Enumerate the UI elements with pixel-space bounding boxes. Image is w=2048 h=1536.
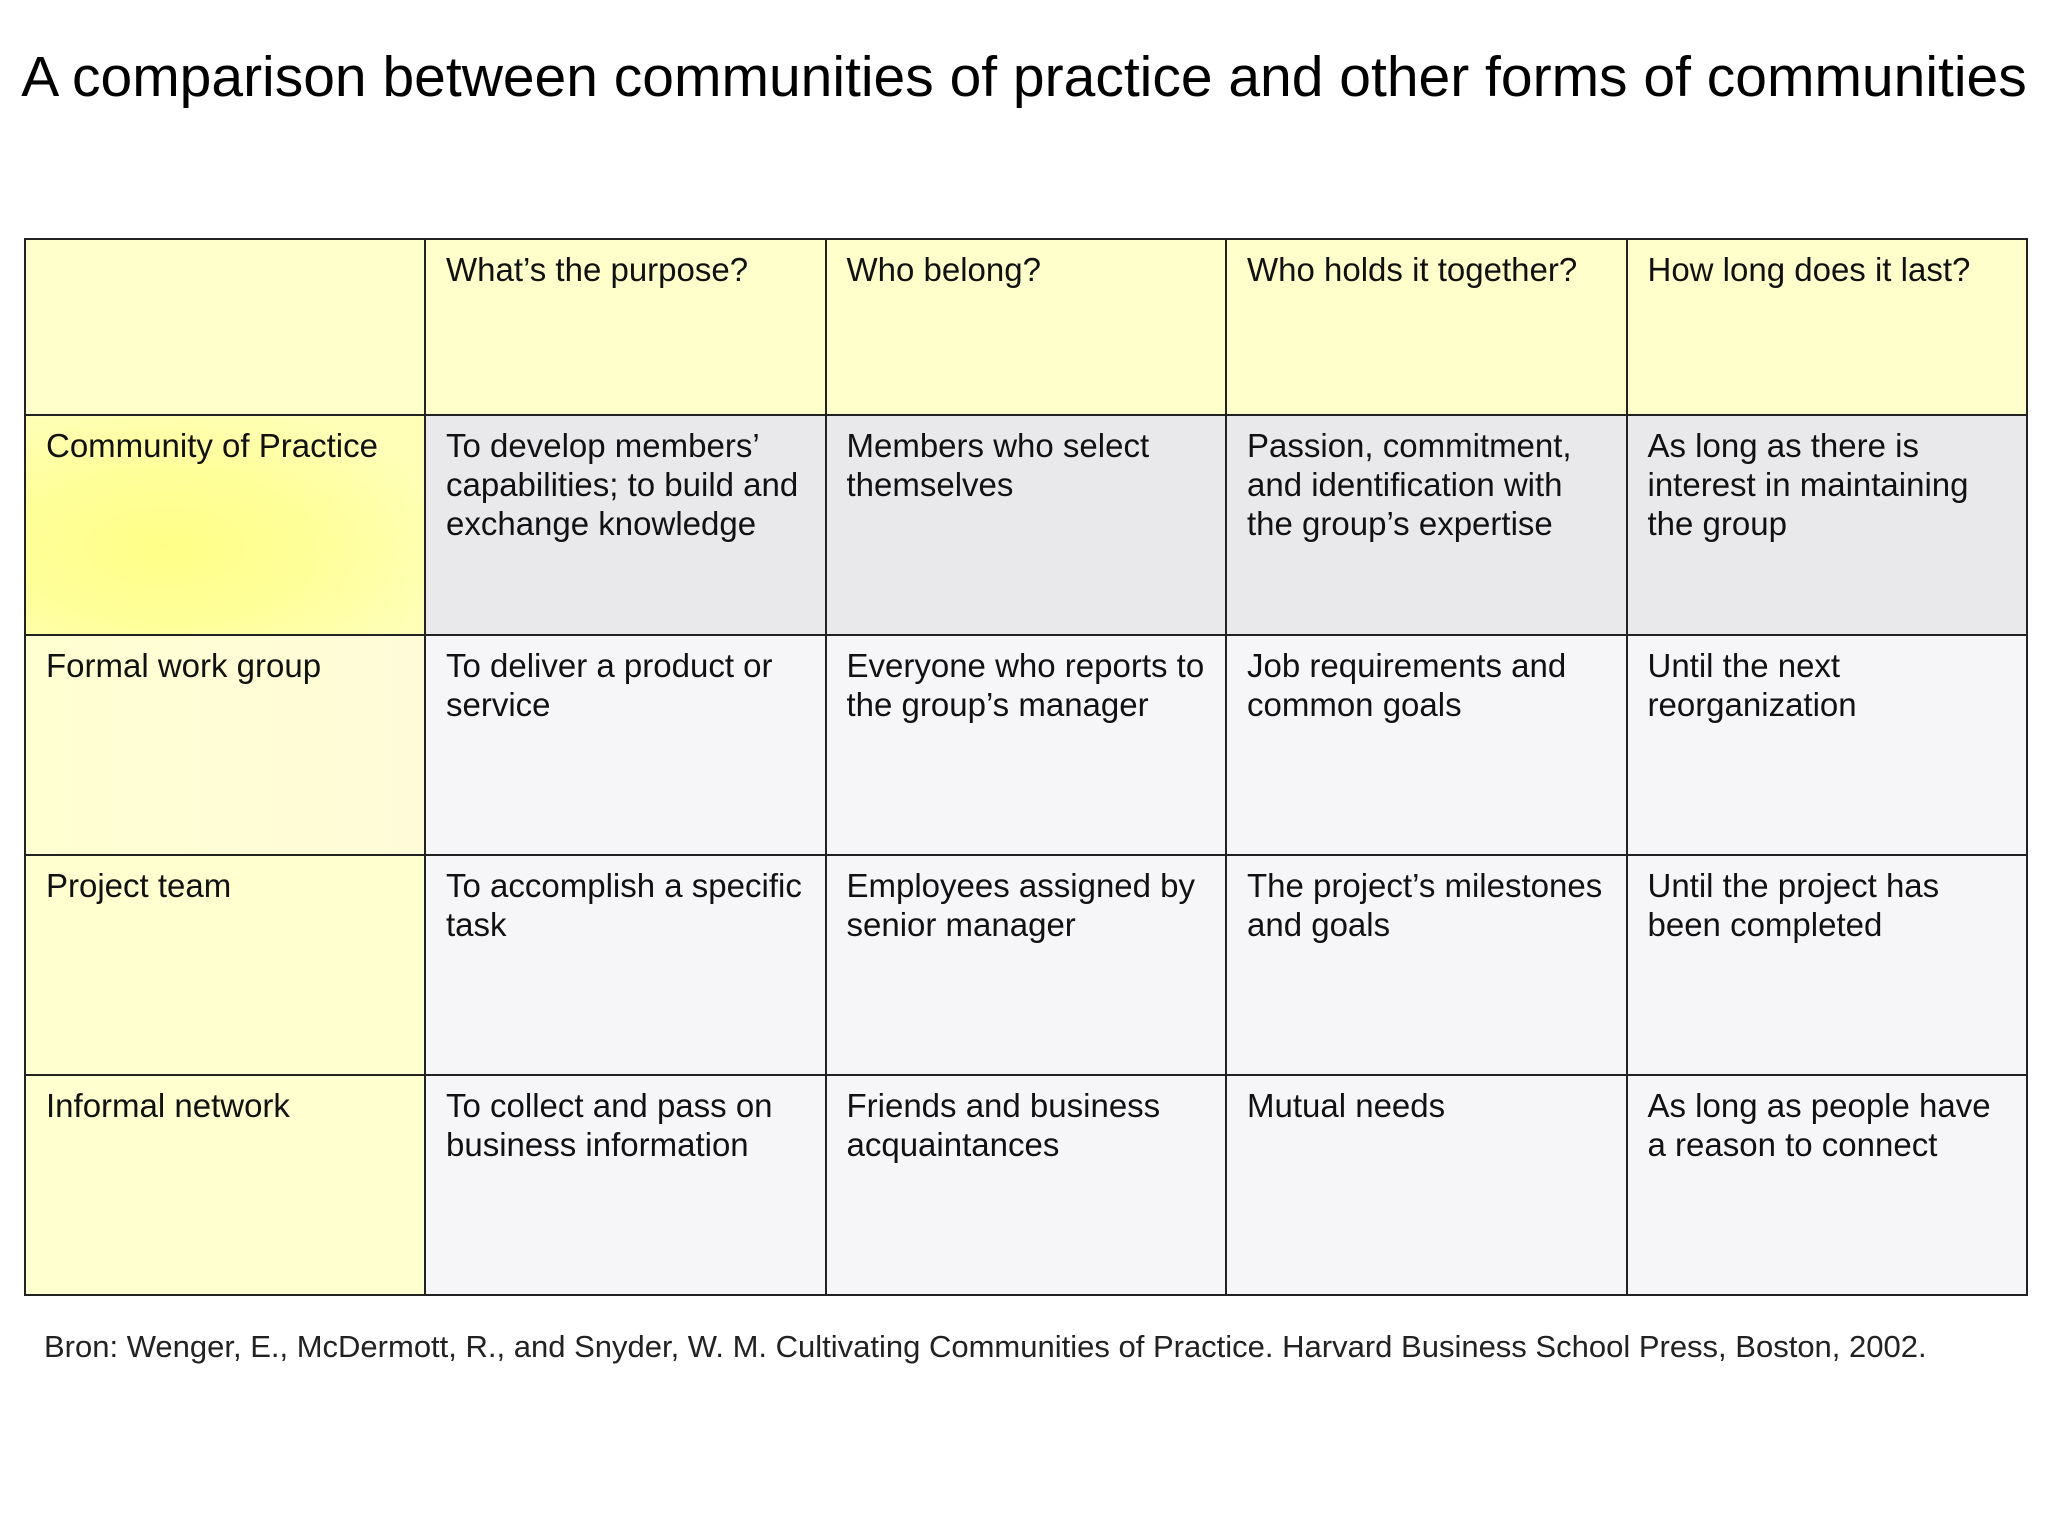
row-label: Informal network: [25, 1075, 425, 1295]
row-label: Project team: [25, 855, 425, 1075]
table-header-row: [25, 239, 2027, 415]
table-cell: To collect and pass on business information: [425, 1075, 826, 1295]
comparison-table: [24, 238, 2028, 1296]
table-cell: Everyone who reports to the group’s manager: [826, 635, 1227, 855]
source-citation: Bron: Wenger, E., McDermott, R., and Snyder, W. M. Cultivating Communities of Practice. Harvard Business School Press, Boston, 2002.: [44, 1329, 1927, 1364]
table-cell: Mutual needs: [1226, 1075, 1627, 1295]
header-cell-purpose: What’s the purpose?: [425, 239, 826, 415]
header-cell-holds-together: Who holds it together?: [1226, 239, 1627, 415]
table-cell: To accomplish a specific task: [425, 855, 826, 1075]
table-cell: Members who select themselves: [826, 415, 1227, 635]
table-cell: Until the project has been completed: [1627, 855, 2028, 1075]
table-cell: The project’s milestones and goals: [1226, 855, 1627, 1075]
header-cell-how-long: How long does it last?: [1627, 239, 2028, 415]
table-cell: Until the next reorganization: [1627, 635, 2028, 855]
table-cell: As long as people have a reason to connect: [1627, 1075, 2028, 1295]
table-cell: To develop members’ capabilities; to build and exchange knowledge: [425, 415, 826, 635]
row-label: Community of Practice: [25, 415, 425, 635]
table-cell: Employees assigned by senior manager: [826, 855, 1227, 1075]
table-cell: To deliver a product or service: [425, 635, 826, 855]
table-row: [25, 415, 2027, 635]
table-cell: Friends and business acquaintances: [826, 1075, 1227, 1295]
table-row: [25, 855, 2027, 1075]
table-cell: As long as there is interest in maintaining the group: [1627, 415, 2028, 635]
header-cell-empty: [25, 239, 425, 415]
header-cell-who-belong: Who belong?: [826, 239, 1227, 415]
row-label: Formal work group: [25, 635, 425, 855]
table-row: [25, 635, 2027, 855]
table-cell: Job requirements and common goals: [1226, 635, 1627, 855]
table-row: [25, 1075, 2027, 1295]
table-cell: Passion, commitment, and identification with the group’s expertise: [1226, 415, 1627, 635]
page-title: A comparison between communities of practice and other forms of communities: [21, 45, 2027, 109]
